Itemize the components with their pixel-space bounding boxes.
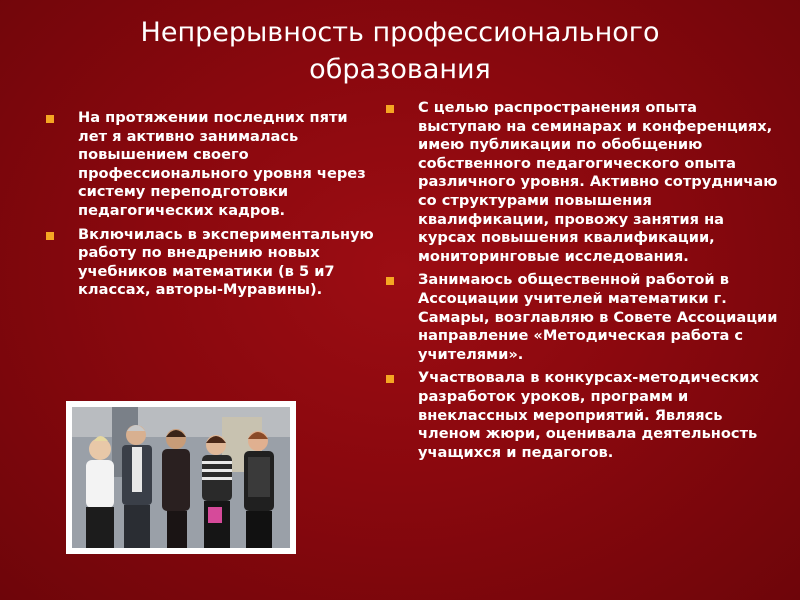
list-item [384, 369, 784, 462]
square-bullet-icon [386, 277, 394, 285]
group-photo [66, 401, 296, 554]
list-item-text: Участвовала в конкурсах-методических разработок уроков, программ и внеклассных мероприятий. Являясь членом жюри, оценивала деятельность учащихся и педагогов. [418, 369, 759, 461]
list-item [44, 109, 374, 221]
list-item-text: На протяжении последних пяти лет я активно занималась повышением своего профессионального уровня через систему переподготовки педагогических кадров. [78, 109, 366, 219]
square-bullet-icon [46, 232, 54, 240]
slide-title: Непрерывность профессионального образования [140, 17, 660, 85]
square-bullet-icon [46, 115, 54, 123]
right-column-list [384, 99, 784, 467]
list-item [384, 271, 784, 364]
teachers-photo-image [72, 407, 290, 548]
square-bullet-icon [386, 105, 394, 113]
list-item-text: Включилась в экспериментальную работу по внедрению новых учебников математики (в 5 и7 классах, авторы-Муравины). [78, 225, 374, 299]
list-item [44, 226, 374, 300]
list-item [384, 99, 784, 266]
list-item-text: Занимаюсь общественной работой в Ассоциации учителей математики г. Самары, возглавляю в Совете Ассоциации направление «Методическая работа с учителями». [418, 271, 778, 363]
left-column-list [44, 109, 374, 305]
square-bullet-icon [386, 375, 394, 383]
list-item-text: С целью распространения опыта выступаю на семинарах и конференциях, имею публикации по обобщению собственного педагогического опыта различного уровня. Активно сотрудничаю со структурами повышения квалификации, провожу занятия на курсах повышения квалификации, мониторинговые исследования. [418, 99, 778, 265]
